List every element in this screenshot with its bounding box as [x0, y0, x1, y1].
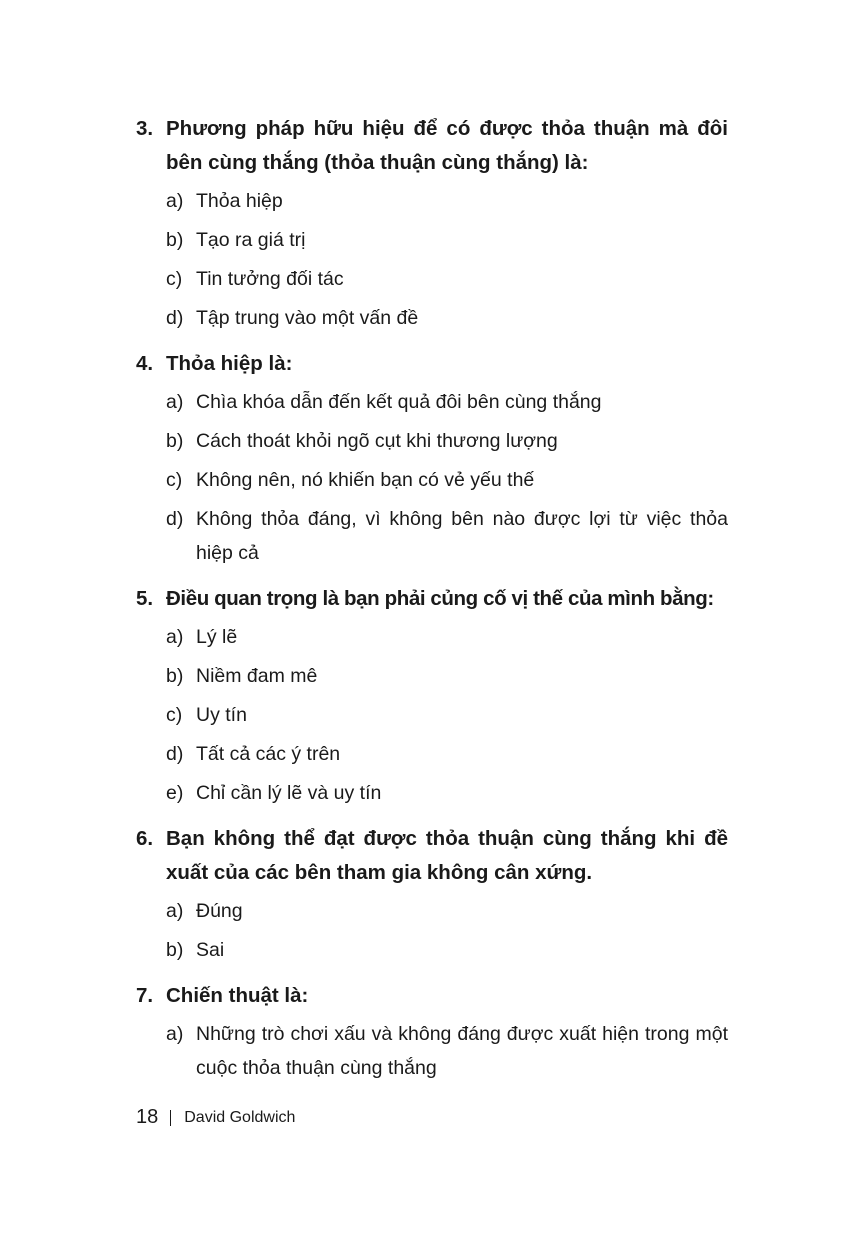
- question-heading: [136, 822, 728, 890]
- option-text: Lý lẽ: [196, 626, 238, 648]
- option-item: [136, 894, 728, 928]
- option-letter: b): [166, 229, 184, 251]
- option-letter: a): [166, 1023, 184, 1045]
- option-item: [136, 463, 728, 497]
- option-item: [136, 262, 728, 296]
- option-text: Sai: [196, 939, 225, 961]
- page-footer: [136, 1106, 295, 1129]
- option-text: Chìa khóa dẫn đến kết quả đôi bên cùng thắng: [196, 391, 602, 413]
- quiz-content: [136, 112, 728, 1097]
- question-text: Chiến thuật là:: [166, 984, 309, 1007]
- option-letter: b): [166, 939, 184, 961]
- question-text: Thỏa hiệp là:: [166, 352, 293, 375]
- question-number: 6.: [136, 827, 154, 850]
- option-text: Không thỏa đáng, vì không bên nào được lợi từ việc thỏa hiệp cả: [196, 508, 728, 564]
- page-number: 18: [136, 1106, 159, 1128]
- question-6: [136, 822, 728, 967]
- option-letter: a): [166, 626, 184, 648]
- question-text: Điều quan trọng là bạn phải củng cố vị thế của mình bằng:: [166, 587, 714, 610]
- option-letter: b): [166, 665, 184, 687]
- question-number: 5.: [136, 587, 154, 610]
- question-heading: [136, 347, 728, 381]
- option-item: [136, 223, 728, 257]
- option-letter: d): [166, 307, 184, 329]
- option-letter: a): [166, 391, 184, 413]
- option-item: [136, 1017, 728, 1085]
- option-item: [136, 385, 728, 419]
- option-text: Uy tín: [196, 704, 247, 726]
- option-text: Niềm đam mê: [196, 665, 318, 687]
- option-item: [136, 502, 728, 570]
- option-list: [136, 385, 728, 570]
- question-number: 3.: [136, 117, 154, 140]
- option-letter: c): [166, 268, 183, 290]
- option-item: [136, 737, 728, 771]
- option-list: [136, 184, 728, 335]
- option-list: [136, 620, 728, 810]
- option-letter: d): [166, 508, 184, 530]
- question-5: [136, 582, 728, 810]
- author-name: David Goldwich: [184, 1108, 296, 1126]
- question-text: Phương pháp hữu hiệu để có được thỏa thuận mà đôi bên cùng thắng (thỏa thuận cùng thắng) là:: [166, 117, 728, 174]
- footer-divider: [170, 1110, 171, 1126]
- option-text: Tạo ra giá trị: [196, 229, 306, 251]
- option-letter: a): [166, 190, 184, 212]
- question-heading: [136, 582, 728, 616]
- option-text: Tin tưởng đối tác: [196, 268, 344, 290]
- option-text: Thỏa hiệp: [196, 190, 283, 212]
- option-letter: b): [166, 430, 184, 452]
- option-text: Không nên, nó khiến bạn có vẻ yếu thế: [196, 469, 535, 491]
- option-text: Đúng: [196, 900, 243, 922]
- option-letter: e): [166, 782, 184, 804]
- question-heading: [136, 112, 728, 180]
- option-item: [136, 933, 728, 967]
- question-3: [136, 112, 728, 335]
- option-text: Tập trung vào một vấn đề: [196, 307, 419, 329]
- question-number: 7.: [136, 984, 154, 1007]
- option-item: [136, 620, 728, 654]
- question-text: Bạn không thể đạt được thỏa thuận cùng thắng khi đề xuất của các bên tham gia không cân xứng.: [166, 827, 728, 884]
- option-item: [136, 301, 728, 335]
- question-7: [136, 979, 728, 1085]
- option-item: [136, 424, 728, 458]
- option-item: [136, 698, 728, 732]
- option-text: Tất cả các ý trên: [196, 743, 341, 765]
- option-letter: c): [166, 704, 183, 726]
- option-text: Những trò chơi xấu và không đáng được xuất hiện trong một cuộc thỏa thuận cùng thắng: [196, 1023, 728, 1079]
- option-letter: d): [166, 743, 184, 765]
- option-letter: c): [166, 469, 183, 491]
- question-4: [136, 347, 728, 570]
- question-number: 4.: [136, 352, 154, 375]
- option-list: [136, 1017, 728, 1085]
- option-list: [136, 894, 728, 967]
- option-letter: a): [166, 900, 184, 922]
- option-text: Chỉ cần lý lẽ và uy tín: [196, 782, 382, 804]
- question-heading: [136, 979, 728, 1013]
- option-item: [136, 184, 728, 218]
- option-text: Cách thoát khỏi ngõ cụt khi thương lượng: [196, 430, 558, 452]
- option-item: [136, 659, 728, 693]
- option-item: [136, 776, 728, 810]
